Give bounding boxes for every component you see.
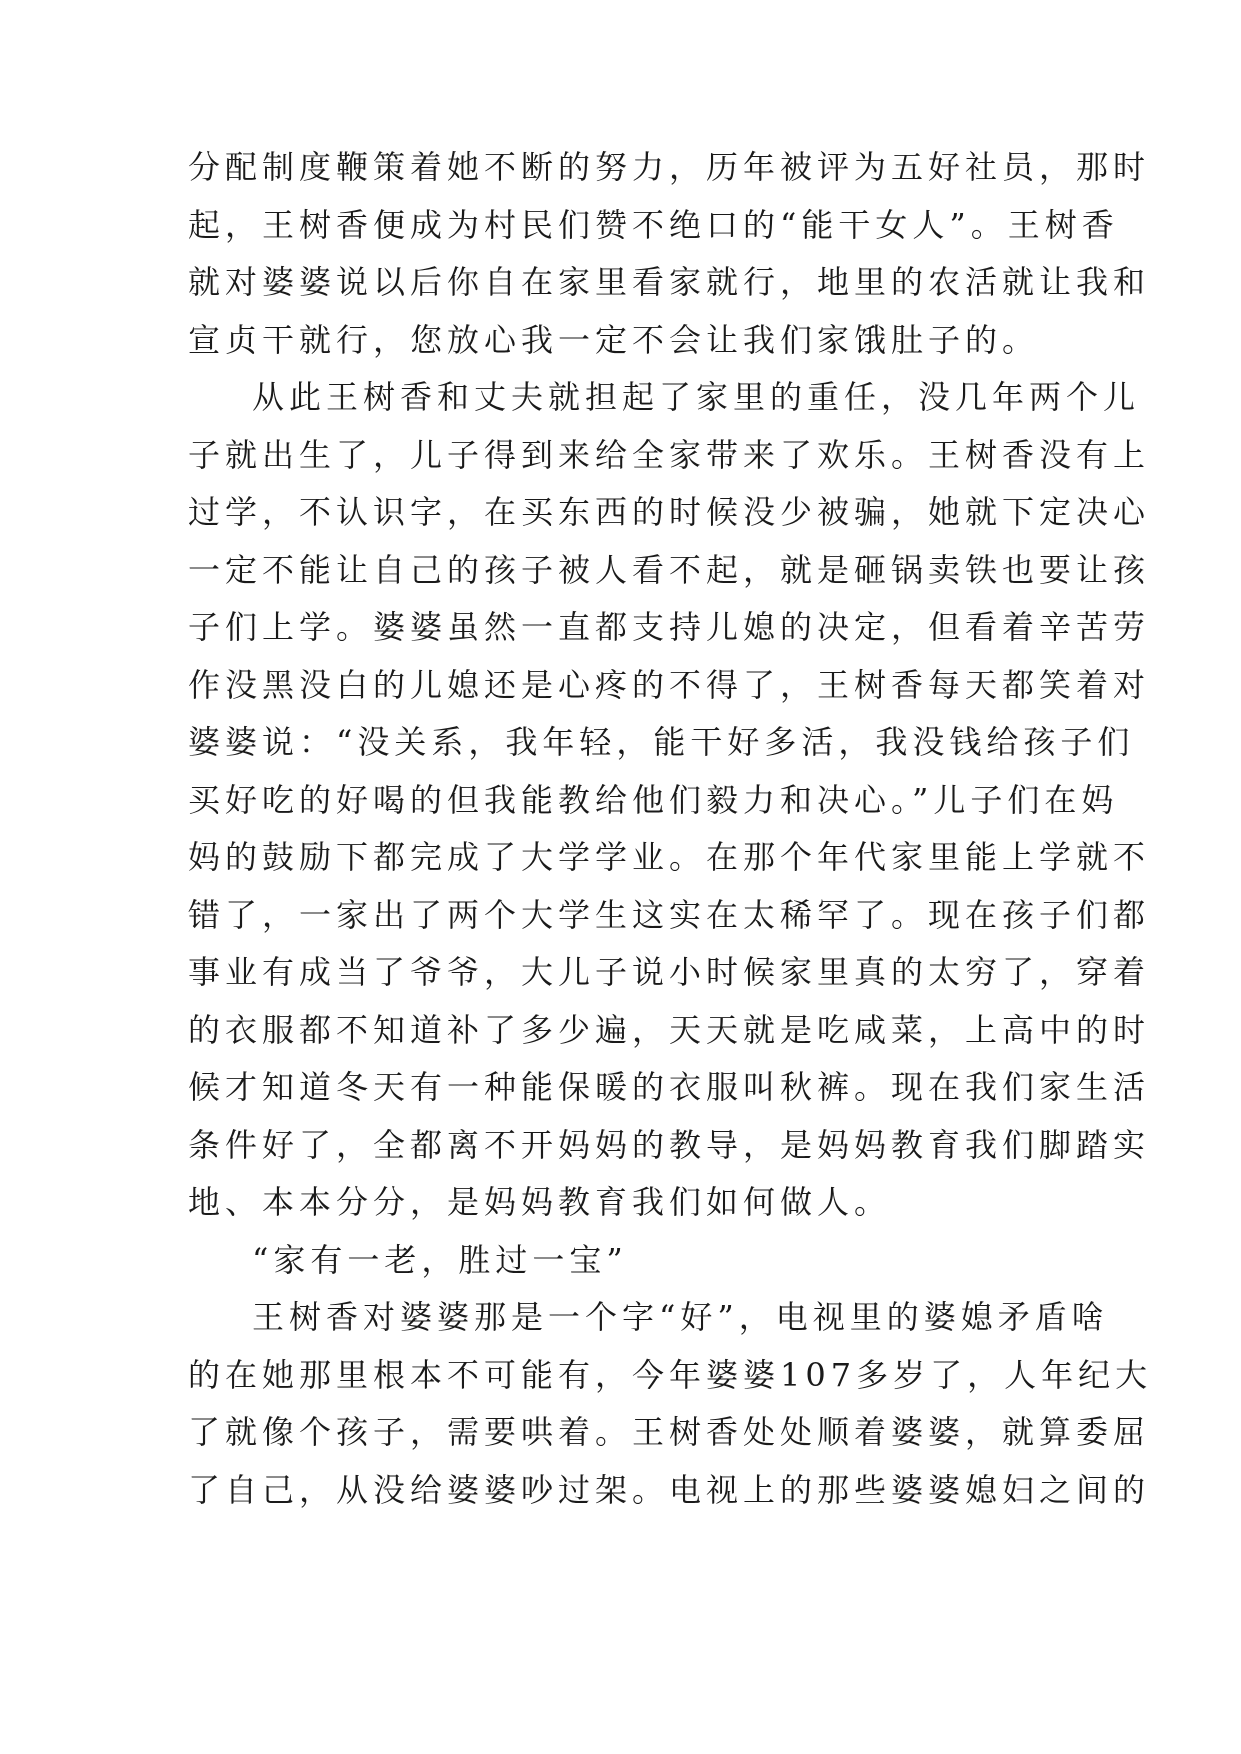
text-line: 作没黑没白的儿媳还是心疼的不得了，王树香每天都笑着对 xyxy=(188,665,1151,704)
text-line: 错了，一家出了两个大学生这实在太稀罕了。现在孩子们都 xyxy=(188,895,1151,934)
text-line: 子就出生了，儿子得到来给全家带来了欢乐。王树香没有上 xyxy=(188,435,1151,474)
text-line: 候才知道冬天有一种能保暖的衣服叫秋裤。现在我们家生活 xyxy=(188,1068,1151,1106)
text-line: 了就像个孩子，需要哄着。王树香处处顺着婆婆，就算委屈 xyxy=(188,1413,1151,1451)
text-line: 买好吃的好喝的但我能教给他们毅力和决心。”儿子们在妈 xyxy=(188,780,1119,819)
text-line: 宣贞干就行，您放心我一定不会让我们家饿肚子的。 xyxy=(188,320,1040,359)
text-line: 妈的鼓励下都完成了大学学业。在那个年代家里能上学就不 xyxy=(188,838,1151,876)
text-line: 地、本本分分，是妈妈教育我们如何做人。 xyxy=(188,1183,892,1221)
text-line: 起，王树香便成为村民们赞不绝口的“能干女人”。王树香 xyxy=(188,205,1119,244)
text-line: 过学，不认识字，在买东西的时候没少被骗，她就下定决心 xyxy=(188,493,1151,531)
text-line: 事业有成当了爷爷，大儿子说小时候家里真的太穷了，穿着 xyxy=(188,953,1151,991)
text-line: 的在她那里根本不可能有，今年婆婆107多岁了，人年纪大 xyxy=(188,1355,1153,1394)
text-line: 就对婆婆说以后你自在家里看家就行，地里的农活就让我和 xyxy=(188,263,1151,301)
text-line: 的衣服都不知道补了多少遍，天天就是吃咸菜，上高中的时 xyxy=(188,1010,1151,1049)
text-line: 从此王树香和丈夫就担起了家里的重任，没几年两个儿 xyxy=(252,378,1141,416)
section-heading: “家有一老，胜过一宝” xyxy=(252,1240,628,1279)
text-line: 了自己，从没给婆婆吵过架。电视上的那些婆婆媳妇之间的 xyxy=(188,1470,1151,1509)
text-line: 婆婆说：“没关系，我年轻，能干好多活，我没钱给孩子们 xyxy=(188,723,1135,761)
text-line: 子们上学。婆婆虽然一直都支持儿媳的决定，但看着辛苦劳 xyxy=(188,608,1151,646)
text-line: 王树香对婆婆那是一个字“好”，电视里的婆媳矛盾啥 xyxy=(252,1298,1109,1336)
text-line: 分配制度鞭策着她不断的努力，历年被评为五好社员，那时 xyxy=(188,148,1151,186)
text-line: 条件好了，全都离不开妈妈的教导，是妈妈教育我们脚踏实 xyxy=(188,1125,1151,1164)
text-line: 一定不能让自己的孩子被人看不起，就是砸锅卖铁也要让孩 xyxy=(188,550,1151,589)
